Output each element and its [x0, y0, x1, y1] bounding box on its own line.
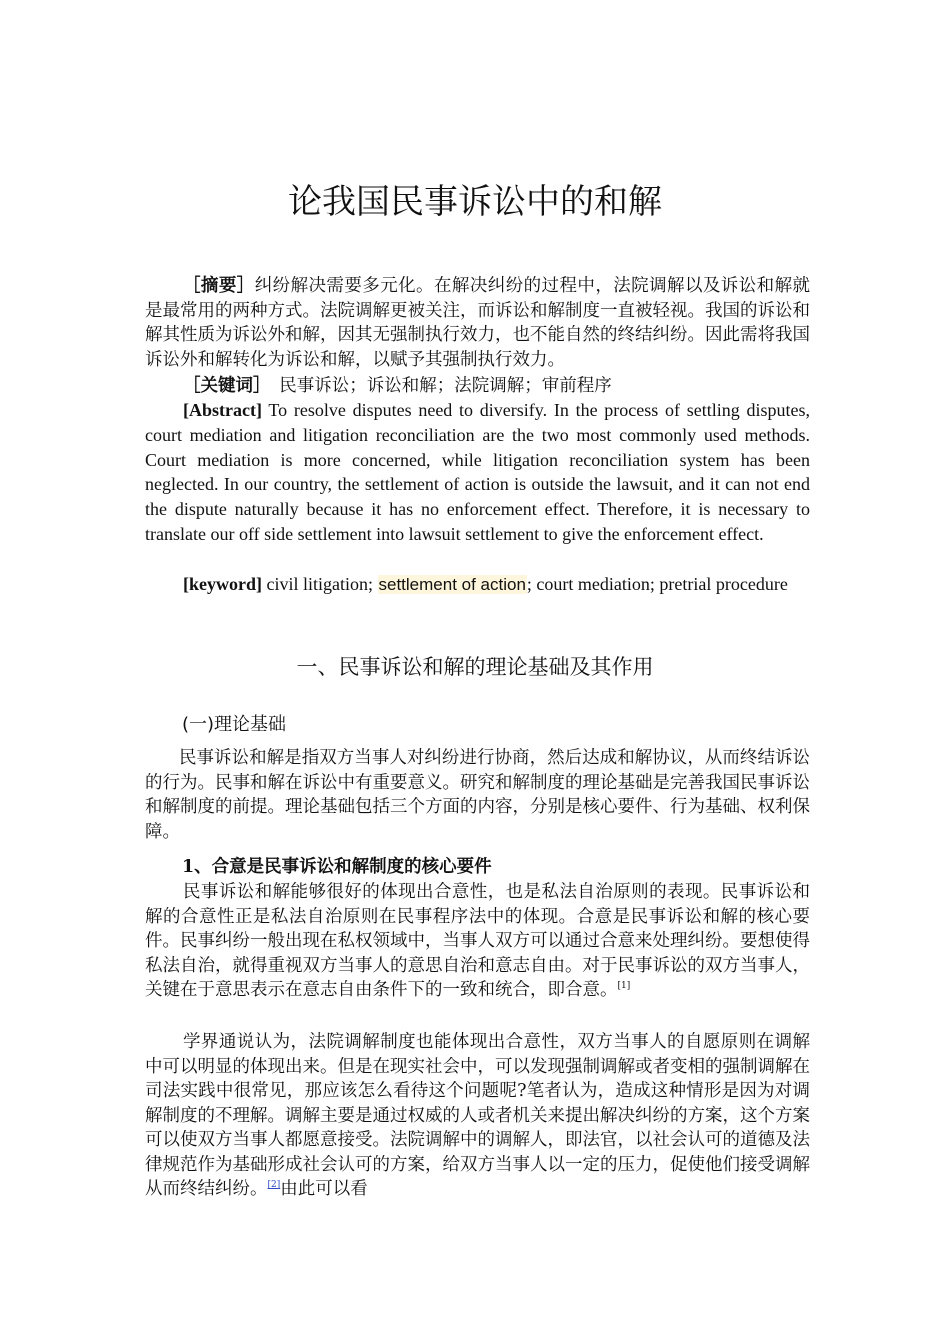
paragraph-1: 民事诉讼和解是指双方当事人对纠纷进行协商，然后达成和解协议，从而终结诉讼的行为。民事和解在诉讼中有重要意义。研究和解制度的理论基础是完善我国民事诉讼和解制度的前提。理论基础包括三个方面的内容，分别是核心要件、行为基础、权利保障。 [145, 748, 810, 842]
keywords-en-part1: civil litigation; [262, 574, 378, 594]
keywords-en [145, 572, 810, 598]
abstract-cn-label: ［摘要］ [183, 276, 255, 296]
abstract-en-text: To resolve disputes need to diversify. In the process of settling disputes, court mediation and litigation reconciliation are the two most commonly used methods. Court mediation is more concerned, while litigation reconciliation system has been neglected. In our country, the settlement of action is outside the lawsuit, and it can not end the dispute naturally because it has no enforcement effect. Therefore, it is necessary to translate our off side settlement into lawsuit settlement to give the enforcement effect. [145, 400, 810, 544]
paragraph-3 [145, 1030, 810, 1202]
paragraph-2 [145, 880, 810, 1003]
abstract-en-label: [Abstract] [183, 400, 262, 420]
keywords-en-label: [keyword] [183, 574, 262, 594]
keywords-cn [145, 374, 810, 399]
keywords-en-highlighted: settlement of action [378, 575, 526, 594]
footnote-ref-1[interactable]: [1] [617, 981, 631, 992]
abstract-cn [145, 274, 810, 372]
subsection-heading: (一)理论基础 [182, 714, 287, 735]
abstract-cn-text: 纠纷解决需要多元化。在解决纠纷的过程中，法院调解以及诉讼和解就是最常用的两种方式。法院调解更被关注，而诉讼和解制度一直被轻视。我国的诉讼和解其性质为诉讼外和解，因其无强制执行效力，也不能自然的终结纠纷。因此需将我国诉讼外和解转化为诉讼和解，以赋予其强制执行效力。 [145, 276, 811, 370]
abstract-en [145, 398, 810, 547]
keywords-cn-label: ［关键词］ [183, 376, 262, 396]
paragraph-3-text: 学界通说认为，法院调解制度也能体现出合意性，双方当事人的自愿原则在调解中可以明显的体现出来。但是在现实社会中，可以发现强制调解或者变相的强制调解在司法实践中很常见，那应该怎么看待这个问题呢?笔者认为，造成这种情形是因为对调解制度的不理解。调解主要是通过权威的人或者机关来提出解决纠纷的方案，这个方案可以使双方当事人都愿意接受。法院调解中的调解人，即法官，以社会认可的道德及法律规范作为基础形成社会认可的方案，给双方当事人以一定的压力，促使他们接受调解从而终结纠纷。 [145, 1032, 810, 1199]
keywords-en-part2: ; court mediation; pretrial procedure [526, 574, 788, 594]
keywords-cn-text: 民事诉讼；诉讼和解；法院调解；审前程序 [261, 376, 612, 396]
paragraph-2-text: 民事诉讼和解能够很好的体现出合意性，也是私法自治原则的表现。民事诉讼和解的合意性正是私法自治原则在民事程序法中的体现。合意是民事诉讼和解的核心要件。民事纠纷一般出现在私权领域中，当事人双方可以通过合意来处理纠纷。要想使得私法自治，就得重视双方当事人的意思自治和意志自由。对于民事诉讼的双方当事人，关键在于意思表示在意志自由条件下的一致和统合，即合意。 [145, 882, 810, 1000]
footnote-ref-2[interactable]: [2] [267, 1180, 281, 1191]
document-title: 论我国民事诉讼中的和解 [288, 182, 662, 222]
section-heading: 一、民事诉讼和解的理论基础及其作用 [296, 655, 654, 679]
point-heading: 1、合意是民事诉讼和解制度的核心要件 [182, 857, 492, 877]
paragraph-3-continuation: 由此可以看 [280, 1179, 368, 1199]
